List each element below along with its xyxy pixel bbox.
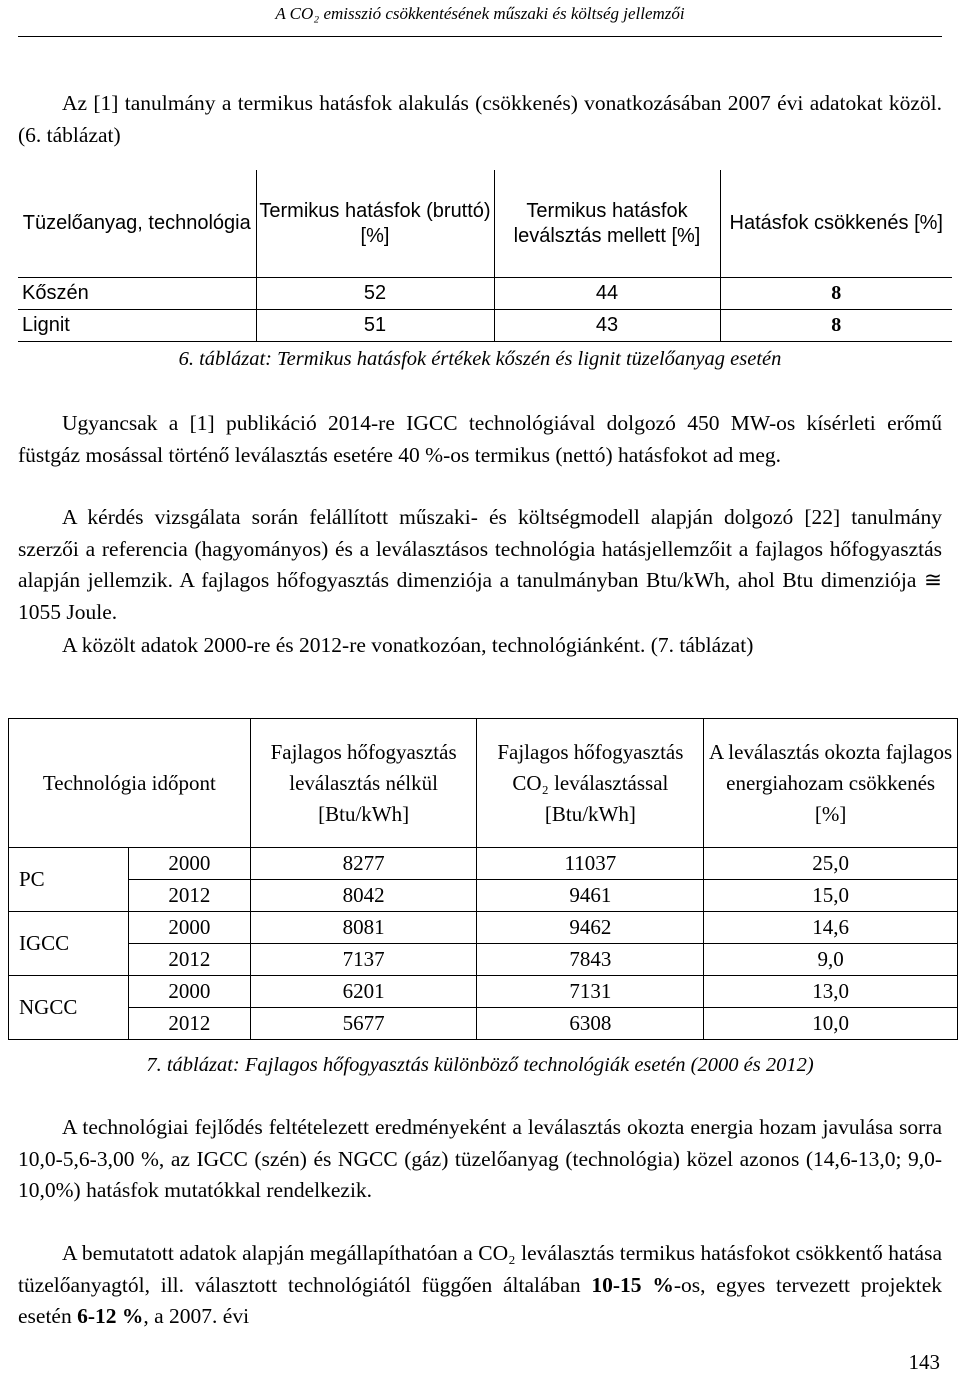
table-7-tech: NGCC <box>9 976 129 1040</box>
paragraph-5-text-1: A bemutatott adatok alapján megállapíthatóan a CO₂ leválasztás termikus hatásfokot csökkentő hatása tüzelőanyagtól, ill. választott technológiától függően általában <box>18 1241 942 1297</box>
table-7-header-reduction: A leválasztás okozta fajlagos energiahozam csökkenés [%] <box>704 719 958 848</box>
paragraph-2-text: A kérdés vizsgálata során felállított műszaki- és költségmodell alapján dolgozó [22] tanulmány szerzői a referencia (hagyományos) és a leválasztásos technológia hatásjellemzőit a fajlagos hőfogyasztás alapján jellemzik. A fajlagos hőfogyasztás dimenziója a tanulmányban Btu/kWh, ahol Btu dimenziója ≅ 1055 Joule. <box>18 505 942 624</box>
table-7-with: 7131 <box>477 976 704 1008</box>
paragraph-5-bold-2: 6-12 % <box>77 1304 144 1328</box>
table-7-year: 2000 <box>128 848 250 880</box>
table-7-with: 9462 <box>477 912 704 944</box>
table-7-year: 2012 <box>128 1008 250 1040</box>
intro-paragraph <box>18 88 942 151</box>
table-6-header-csokkenes: Hatásfok csökkenés [%] <box>720 170 952 278</box>
table-row <box>9 944 958 976</box>
table-row <box>9 848 958 880</box>
paragraph-4 <box>18 1112 942 1207</box>
table-6-caption-text: Termikus hatásfok értékek kőszén és lignit tüzelőanyag esetén <box>277 348 782 370</box>
table-7-reduction: 13,0 <box>704 976 958 1008</box>
table-6-csokkenes: 8 <box>720 278 952 310</box>
table-6-header-row <box>18 170 952 278</box>
table-6 <box>18 170 952 342</box>
table-6-levalasztas: 43 <box>494 310 720 342</box>
table-6-header-fuel: Tüzelőanyag, technológia <box>18 170 256 278</box>
table-row <box>9 912 958 944</box>
table-6-fuel: Lignit <box>18 310 256 342</box>
intro-text: Az [1] tanulmány a termikus hatásfok alakulás (csökkenés) vonatkozásában 2007 évi adatokat közöl. (6. táblázat) <box>18 91 942 147</box>
table-6-caption <box>18 348 942 371</box>
table-7-without: 8277 <box>250 848 477 880</box>
table-7-year: 2000 <box>128 976 250 1008</box>
table-7 <box>8 718 958 1040</box>
table-7-tech: IGCC <box>9 912 129 976</box>
paragraph-1 <box>18 408 942 471</box>
table-7-reduction: 9,0 <box>704 944 958 976</box>
paragraph-5-text-3: , a 2007. évi <box>143 1304 250 1328</box>
table-row <box>9 976 958 1008</box>
table-7-caption-label: 7. táblázat: <box>146 1054 240 1076</box>
table-row <box>18 278 952 310</box>
table-7-reduction: 15,0 <box>704 880 958 912</box>
table-6-levalasztas: 44 <box>494 278 720 310</box>
table-6-caption-label: 6. táblázat: <box>178 348 273 370</box>
table-6-header-brutto: Termikus hatásfok (bruttó) [%] <box>256 170 494 278</box>
table-7-year: 2012 <box>128 880 250 912</box>
paragraph-4-text: A technológiai fejlődés feltételezett eredményeként a leválasztás okozta energia hozam javulása sorra 10,0-5,6-3,00 %, az IGCC (szén) és NGCC (gáz) tüzelőanyag (technológia) közel azonos (14,6-13,0; 9,0-10,0%) hatásfok mutatókkal rendelkezik. <box>18 1115 942 1202</box>
table-6-header-levalasztas: Termikus hatásfok leválsztás mellett [%] <box>494 170 720 278</box>
table-7-with: 9461 <box>477 880 704 912</box>
table-7-year: 2012 <box>128 944 250 976</box>
table-6-brutto: 52 <box>256 278 494 310</box>
table-7-tech: PC <box>9 848 129 912</box>
table-7-header-with: Fajlagos hőfogyasztás CO₂ leválasztással [Btu/kWh] <box>477 719 704 848</box>
header-divider <box>18 36 942 37</box>
paragraph-3 <box>18 630 942 662</box>
table-row <box>9 880 958 912</box>
running-header: A CO₂ emisszió csökkentésének műszaki és költség jellemzői <box>275 4 685 23</box>
table-7-caption <box>18 1054 942 1077</box>
paragraph-5 <box>18 1238 942 1333</box>
table-7-year: 2000 <box>128 912 250 944</box>
paragraph-1-text: Ugyancsak a [1] publikáció 2014-re IGCC technológiával dolgozó 450 MW-os kísérleti erőmű füstgáz mosással történő leválasztás esetére 40 %-os termikus (nettó) hatásfokot ad meg. <box>18 411 942 467</box>
paragraph-5-text-2: -os, egyes tervezett projektek esetén <box>18 1272 942 1328</box>
paragraph-2 <box>18 502 942 628</box>
table-row <box>9 1008 958 1040</box>
table-7-without: 8042 <box>250 880 477 912</box>
table-7-without: 5677 <box>250 1008 477 1040</box>
table-7-caption-text: Fajlagos hőfogyasztás különböző technológiák esetén (2000 és 2012) <box>244 1054 814 1076</box>
table-7-reduction: 14,6 <box>704 912 958 944</box>
table-7-reduction: 10,0 <box>704 1008 958 1040</box>
table-6-csokkenes: 8 <box>720 310 952 342</box>
page-number: 143 <box>908 1350 940 1374</box>
table-row <box>18 310 952 342</box>
table-7-without: 8081 <box>250 912 477 944</box>
table-7-header-technology: Technológia időpont <box>9 719 251 848</box>
table-7-with: 6308 <box>477 1008 704 1040</box>
paragraph-5-bold-1: 10-15 % <box>591 1272 674 1297</box>
table-7-without: 7137 <box>250 944 477 976</box>
table-7-with: 7843 <box>477 944 704 976</box>
table-7-without: 6201 <box>250 976 477 1008</box>
table-7-header-without: Fajlagos hőfogyasztás leválasztás nélkül [Btu/kWh] <box>250 719 477 848</box>
paragraph-3-text: A közölt adatok 2000-re és 2012-re vonatkozóan, technológiánként. (7. táblázat) <box>62 633 754 657</box>
table-7-reduction: 25,0 <box>704 848 958 880</box>
table-6-fuel: Kőszén <box>18 278 256 310</box>
table-7-header-row <box>9 719 958 848</box>
table-7-with: 11037 <box>477 848 704 880</box>
table-6-brutto: 51 <box>256 310 494 342</box>
